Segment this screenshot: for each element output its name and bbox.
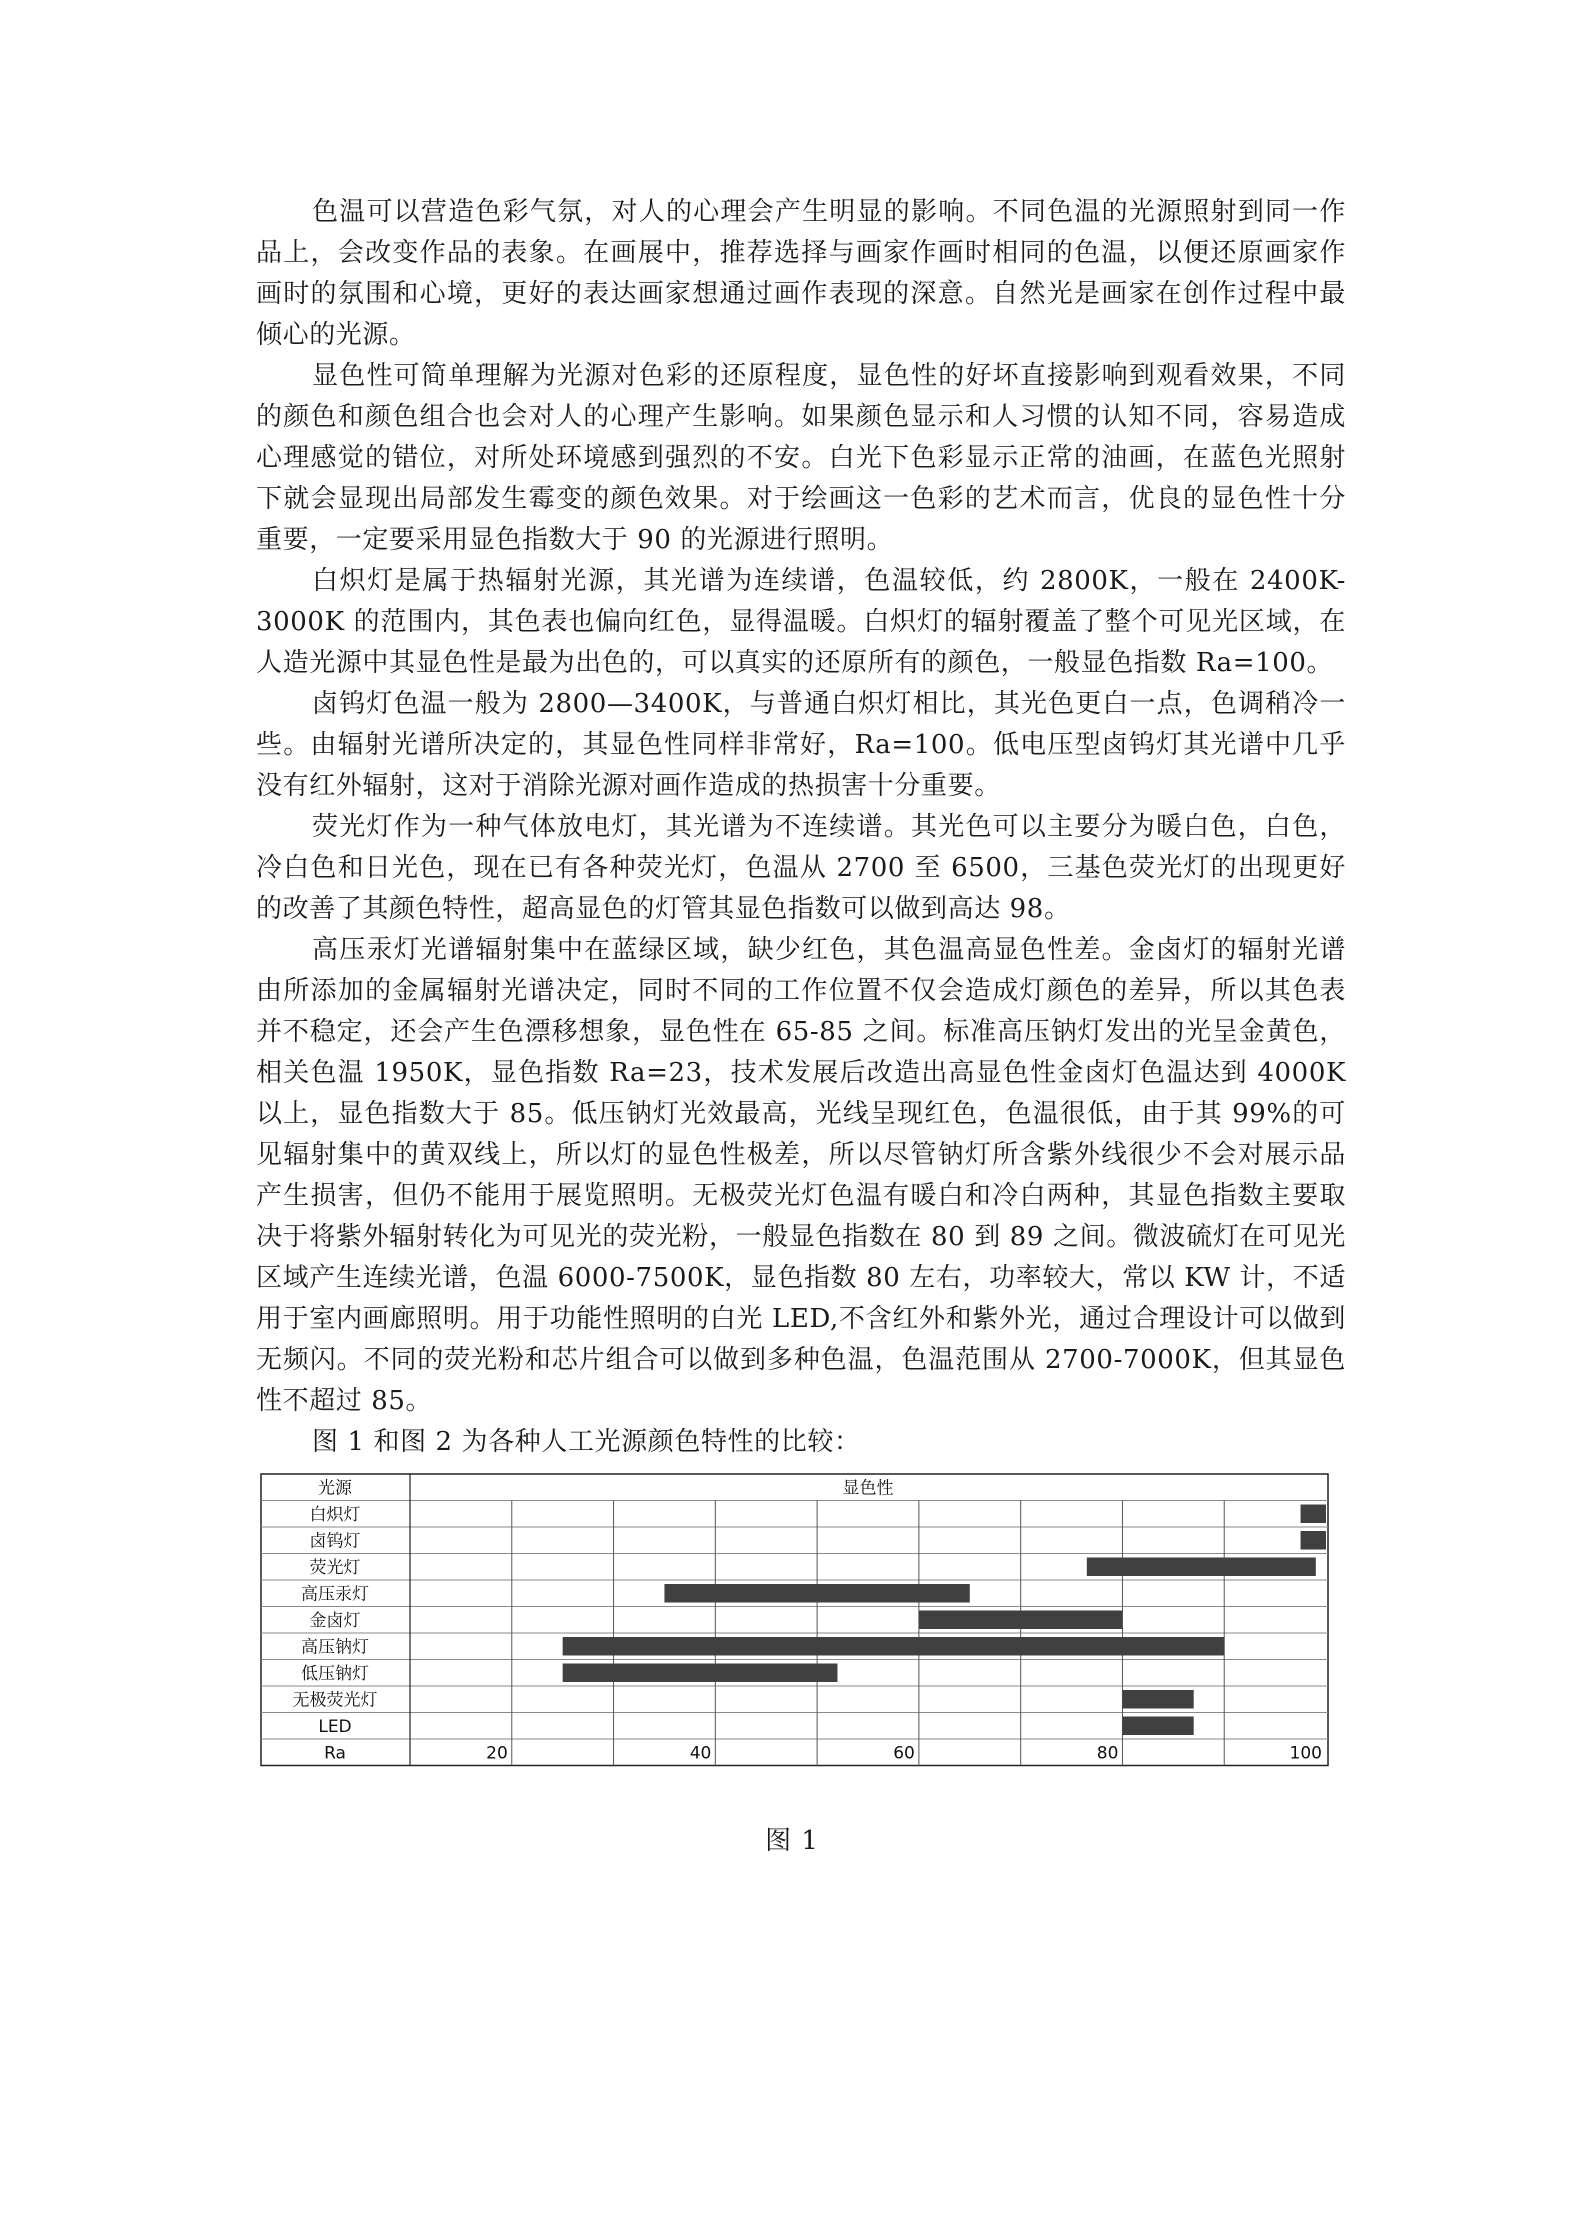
tick-label: 100 (1289, 1743, 1322, 1764)
range-bar (1301, 1505, 1326, 1524)
paragraph-halogen: 卤钨灯色温一般为 2800—3400K，与普通白炽灯相比，其光色更白一点，色调稍冷一些。由辐射光谱所决定的，其显色性同样非常好，Ra=100。低电压型卤钨灯其光谱中几乎没有红外辐射，这对于消除光源对画作造成的热损害十分重要。 (256, 689, 1346, 801)
category-label: 无极荧光灯 (292, 1690, 378, 1711)
range-bar (1087, 1558, 1316, 1577)
range-bar (1122, 1717, 1193, 1736)
paragraph-fluorescent: 荧光灯作为一种气体放电灯，其光谱为不连续谱。其光色可以主要分为暖白色，白色，冷白色和日光色，现在已有各种荧光灯，色温从 2700 至 6500，三基色荧光灯的出现更好的改善了其颜色特性，超高显色的灯管其显色指数可以做到高达 98。 (256, 812, 1346, 924)
header-light-source: 光源 (318, 1478, 352, 1499)
tick-label: 60 (893, 1743, 915, 1764)
tick-label: 80 (1096, 1743, 1119, 1764)
range-bar (919, 1611, 1123, 1630)
range-bar (563, 1637, 1225, 1656)
category-label: 荧光灯 (309, 1558, 361, 1578)
category-label: 白炽灯 (309, 1505, 361, 1525)
article-text (256, 192, 1346, 1463)
paragraph-discharge-lamps: 高压汞灯光谱辐射集中在蓝绿区域，缺少红色，其色温高显色性差。金卤灯的辐射光谱由所添加的金属辐射光谱决定，同时不同的工作位置不仅会造成灯颜色的差异，所以其色表并不稳定，还会产生色漂移想象，显色性在 65-85 之间。标准高压钠灯发出的光呈金黄色，相关色温 1950K，显色指数 Ra=23，技术发展后改造出高显色性金卤灯色温达到 4000K 以上，显色指数大于 85。低压钠灯光效最高，光线呈现红色，色温很低，由于其 99%的可见辐射集中的黄双线上，所以灯的显色性极差，所以尽管钠灯所含紫外线很少不会对展示品产生损害，但仍不能用于展览照明。无极荧光灯色温有暖白和冷白两种，其显色指数主要取决于将紫外辐射转化为可见光的荧光粉，一般显色指数在 80 到 89 之间。微波硫灯在可见光区域产生连续光谱，色温 6000-7500K，显色指数 80 左右，功率较大，常以 KW 计，不适用于室内画廊照明。用于功能性照明的白光 LED,不含红外和紫外光，通过合理设计可以做到无频闪。不同的荧光粉和芯片组合可以做到多种色温，色温范围从 2700-7000K，但其显色性不超过 85。 (256, 935, 1346, 1416)
category-label: 高压钠灯 (301, 1637, 369, 1658)
category-label: LED (318, 1717, 352, 1737)
range-bar (1301, 1531, 1326, 1550)
axis-label: Ra (324, 1743, 346, 1764)
paragraph-color-rendering: 显色性可简单理解为光源对色彩的还原程度，显色性的好坏直接影响到观看效果，不同的颜色和颜色组合也会对人的心理产生影响。如果颜色显示和人习惯的认知不同，容易造成心理感觉的错位，对所处环境感到强烈的不安。白光下色彩显示正常的油画，在蓝色光照射下就会显现出局部发生霉变的颜色效果。对于绘画这一色彩的艺术而言，优良的显色性十分重要，一定要采用显色指数大于 90 的光源进行照明。 (256, 361, 1346, 555)
range-bar (664, 1584, 969, 1603)
category-label: 金卤灯 (309, 1611, 361, 1631)
header-color-rendering: 显色性 (842, 1478, 894, 1499)
range-bar (1122, 1690, 1193, 1709)
paragraph-incandescent: 白炽灯是属于热辐射光源，其光谱为连续谱，色温较低，约 2800K，一般在 2400K-3000K 的范围内，其色表也偏向红色，显得温暖。白炽灯的辐射覆盖了整个可见光区域，在人造光源中其显色性是最为出色的，可以真实的还原所有的颜色，一般显色指数 Ra=100。 (256, 566, 1346, 678)
paragraph-figure-intro: 图 1 和图 2 为各种人工光源颜色特性的比较： (312, 1427, 861, 1457)
color-rendering-chart-svg (260, 1470, 1330, 1770)
category-label: 卤钨灯 (309, 1531, 361, 1552)
range-bar (563, 1664, 838, 1683)
color-rendering-chart (260, 1470, 1330, 1770)
category-label: 低压钠灯 (301, 1664, 369, 1684)
category-label: 高压汞灯 (301, 1584, 369, 1605)
paragraph-color-temperature: 色温可以营造色彩气氛，对人的心理会产生明显的影响。不同色温的光源照射到同一作品上，会改变作品的表象。在画展中，推荐选择与画家作画时相同的色温，以便还原画家作画时的氛围和心境，更好的表达画家想通过画作表现的深意。自然光是画家在创作过程中最倾心的光源。 (256, 197, 1346, 350)
tick-label: 40 (689, 1743, 712, 1764)
tick-label: 20 (486, 1743, 508, 1764)
figure-caption: 图 1 (765, 1826, 819, 1856)
